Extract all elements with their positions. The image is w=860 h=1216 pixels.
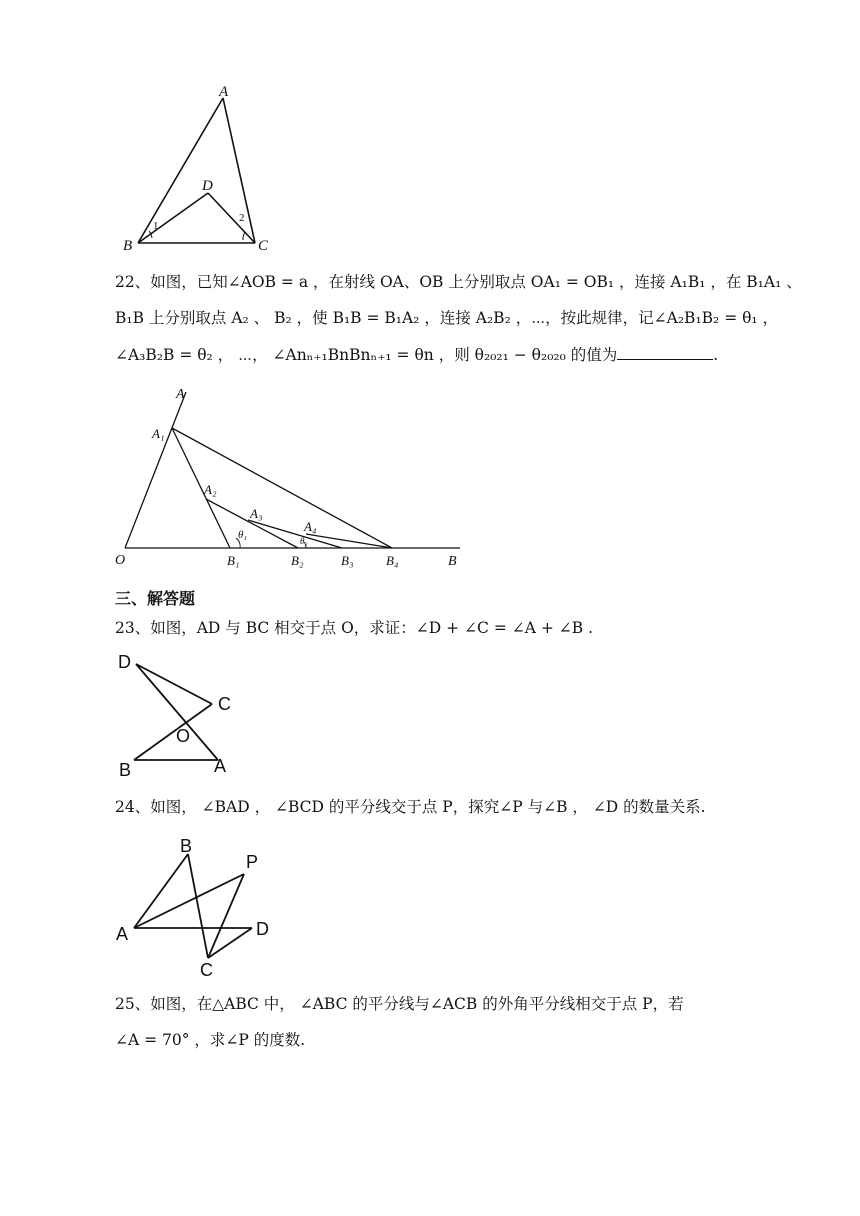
q22-line-1: 22、如图，已知∠AOB = a ，在射线 OA、OB 上分别取点 OA₁ = OB₁ ，连接 A₁B₁ ，在 B₁A₁ 、: [115, 273, 802, 291]
angle-2-label: 2: [239, 212, 245, 224]
label-B: B: [448, 554, 457, 569]
q22-line-3-text: ∠A₃B₂B = θ₂ ， ⋯， ∠Anₙ₊₁BnBnₙ₊₁ = θn ，则 θ₂₀₂₁ − θ₂₀₂₀ 的值为: [115, 346, 618, 364]
q22-line-3: [115, 344, 718, 366]
label-O: O: [176, 726, 191, 746]
label-A4: A₄: [304, 519, 317, 534]
label-B: B: [123, 238, 133, 254]
label-P: P: [246, 852, 259, 872]
q22-line-2: B₁B 上分别取点 A₂ 、 B₂ ，使 B₁B = B₁A₂ ，连接 A₂B₂ ，⋯，按此规律，记∠A₂B₁B₂ = θ₁ ，: [115, 309, 779, 327]
label-C: C: [218, 694, 231, 714]
label-A2: A₂: [204, 482, 217, 497]
angle-1-label: 1: [153, 220, 159, 232]
label-B1: B₁: [227, 553, 240, 568]
figure-21-triangle: [115, 80, 285, 260]
q25-line-1: 25、如图，在△ABC 中， ∠ABC 的平分线与∠ACB 的外角平分线相交于点 P，若: [115, 995, 684, 1013]
label-B: B: [119, 760, 132, 780]
section-title: 三、解答题: [115, 589, 196, 608]
label-A: A: [176, 387, 185, 402]
q25-line-2: ∠A = 70° ，求∠P 的度数.: [115, 1031, 306, 1049]
label-theta1: θ₁: [238, 529, 248, 541]
label-A: A: [219, 84, 229, 100]
label-A3: A₃: [250, 506, 263, 521]
q24-text: 24、如图， ∠BAD ， ∠BCD 的平分线交于点 P，探究∠P 与∠B ， ∠D 的数量关系.: [115, 798, 706, 816]
label-D: D: [118, 652, 131, 672]
figure-22-rays: [110, 380, 470, 570]
label-A1: A₁: [152, 426, 165, 441]
answer-blank[interactable]: [617, 345, 713, 360]
label-A: A: [214, 756, 227, 776]
label-B2: B₂: [291, 553, 304, 568]
q22-line-3-end: .: [713, 346, 719, 364]
label-B3: B₃: [341, 553, 354, 568]
label-B4: B₄: [386, 553, 399, 568]
label-C: C: [258, 238, 269, 254]
label-D: D: [256, 919, 269, 939]
figure-23-crossed-triangles: [112, 648, 252, 783]
q23-text: 23、如图，AD 与 BC 相交于点 O，求证：∠D + ∠C = ∠A + ∠B .: [115, 619, 593, 637]
label-A: A: [116, 924, 129, 944]
label-B: B: [180, 836, 193, 856]
figure-24-angle-bisectors: [112, 832, 282, 980]
label-D: D: [202, 178, 213, 194]
label-theta2: θ₂: [300, 536, 308, 546]
label-C: C: [200, 960, 213, 980]
label-O: O: [115, 553, 126, 568]
